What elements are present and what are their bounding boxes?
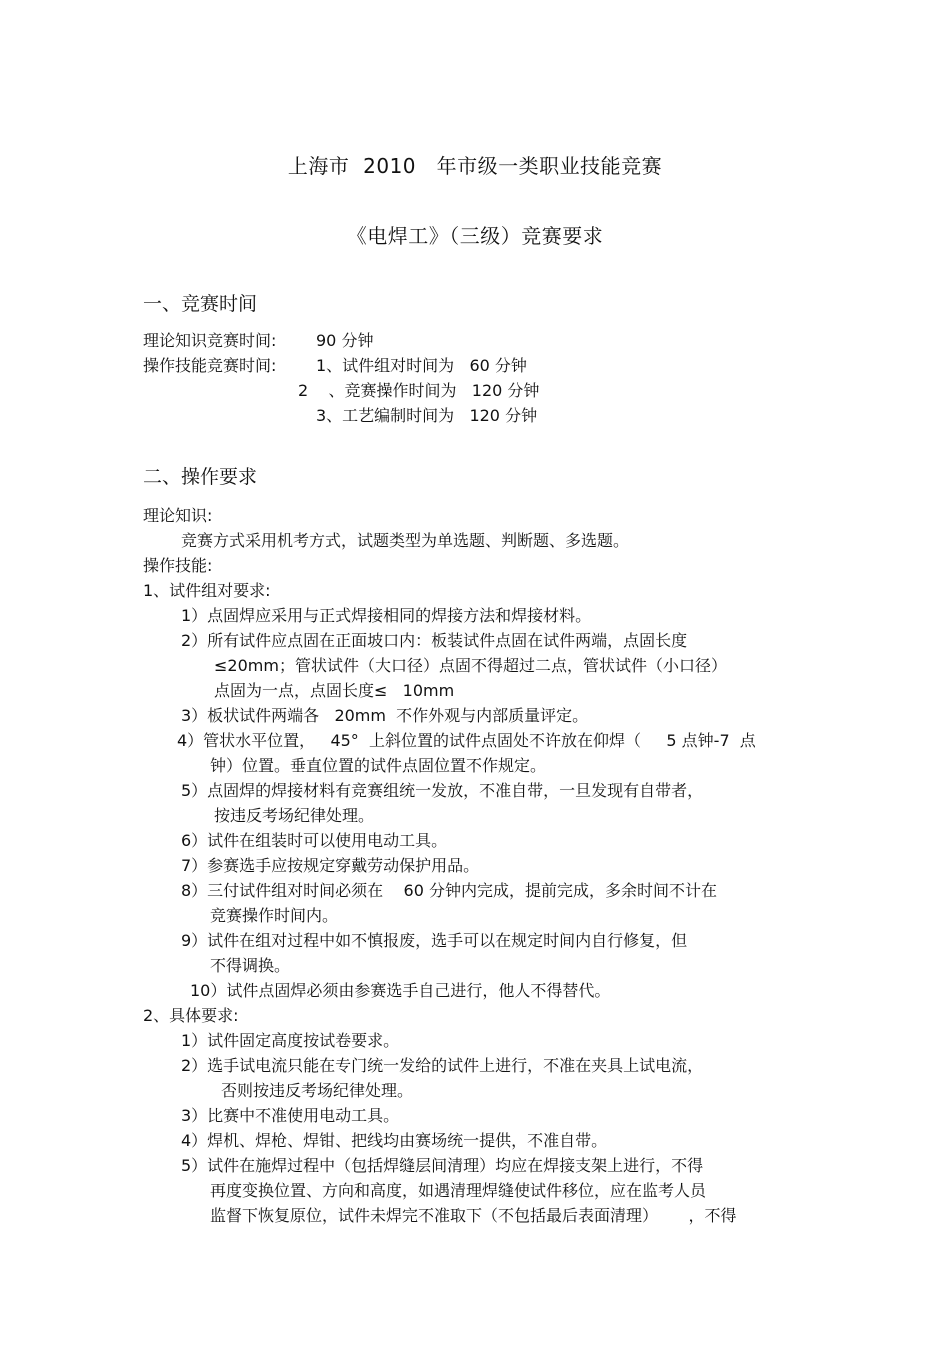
assembly-item: 4）管状水平位置， 45° 上斜位置的试件点固处不许放在仰焊（ 5 点钟-7 点 bbox=[177, 731, 756, 750]
assembly-item: 10）试件点固焊必须由参赛选手自己进行，他人不得替代。 bbox=[190, 981, 611, 1000]
specific-item: 4）焊机、焊枪、焊钳、把线均由赛场统一提供，不准自带。 bbox=[181, 1131, 608, 1150]
assembly-item: 5）点固焊的焊接材料有竞赛组统一发放，不准自带，一旦发现有自带者， bbox=[181, 781, 704, 800]
section-heading-operation-requirements: 二、操作要求 bbox=[143, 466, 258, 488]
specific-item: 5）试件在施焊过程中（包括焊缝层间清理）均应在焊接支架上进行，不得 bbox=[181, 1156, 704, 1175]
specific-item: 监督下恢复原位，试件未焊完不准取下（不包括最后表面清理） ，不得 bbox=[210, 1206, 737, 1225]
assembly-item: 1）点固焊应采用与正式焊接相同的焊接方法和焊接材料。 bbox=[181, 606, 592, 625]
assembly-item: 按违反考场纪律处理。 bbox=[214, 806, 375, 825]
operation-skill-label: 操作技能: bbox=[143, 556, 213, 575]
section-heading-competition-time: 一、竞赛时间 bbox=[143, 293, 258, 315]
theory-knowledge-label: 理论知识: bbox=[143, 506, 213, 525]
specific-requirements-label: 2、具体要求: bbox=[143, 1006, 239, 1025]
assembly-item: 3）板状试件两端各 20mm 不作外观与内部质量评定。 bbox=[181, 706, 589, 725]
assembly-item: ≤20mm；管状试件（大口径）点固不得超过二点，管状试件（小口径） bbox=[214, 656, 727, 675]
assembly-item: 9）试件在组对过程中如不慎报废，选手可以在规定时间内自行修复，但 bbox=[181, 931, 688, 950]
specific-item: 1）试件固定高度按试卷要求。 bbox=[181, 1031, 400, 1050]
specific-item: 3）比赛中不准使用电动工具。 bbox=[181, 1106, 400, 1125]
assembly-item: 8）三付试件组对时间必须在 60 分钟内完成，提前完成，多余时间不计在 bbox=[181, 881, 717, 900]
assembly-item: 点固为一点，点固长度≤ 10mm bbox=[214, 681, 455, 700]
document-subtitle: 《电焊工》（三级）竞赛要求 bbox=[346, 224, 604, 248]
assembly-item: 7）参赛选手应按规定穿戴劳动保护用品。 bbox=[181, 856, 480, 875]
assembly-item: 竞赛操作时间内。 bbox=[210, 906, 339, 925]
assembly-requirements-label: 1、试件组对要求: bbox=[143, 581, 271, 600]
document-title: 上海市 2010 年市级一类职业技能竞赛 bbox=[287, 154, 663, 178]
specific-item: 再度变换位置、方向和高度，如遇清理焊缝使试件移位，应在监考人员 bbox=[210, 1181, 707, 1200]
operation-time-item: 2 、竞赛操作时间为 120 分钟 bbox=[298, 381, 540, 400]
theory-knowledge-text: 竞赛方式采用机考方式，试题类型为单选题、判断题、多选题。 bbox=[181, 531, 630, 550]
specific-item: 2）选手试电流只能在专门统一发给的试件上进行，不准在夹具上试电流， bbox=[181, 1056, 704, 1075]
assembly-item: 2）所有试件应点固在正面坡口内：板装试件点固在试件两端，点固长度 bbox=[181, 631, 688, 650]
assembly-item: 6）试件在组装时可以使用电动工具。 bbox=[181, 831, 448, 850]
assembly-item: 不得调换。 bbox=[210, 956, 291, 975]
operation-time-label: 操作技能竞赛时间: bbox=[143, 356, 277, 375]
operation-time-item: 1、试件组对时间为 60 分钟 bbox=[316, 356, 527, 375]
operation-time-item: 3、工艺编制时间为 120 分钟 bbox=[316, 406, 538, 425]
theory-time-value: 90 分钟 bbox=[316, 331, 374, 350]
assembly-item: 钟）位置。垂直位置的试件点固位置不作规定。 bbox=[210, 756, 547, 775]
theory-time-label: 理论知识竞赛时间: bbox=[143, 331, 277, 350]
specific-item: 否则按违反考场纪律处理。 bbox=[221, 1081, 414, 1100]
